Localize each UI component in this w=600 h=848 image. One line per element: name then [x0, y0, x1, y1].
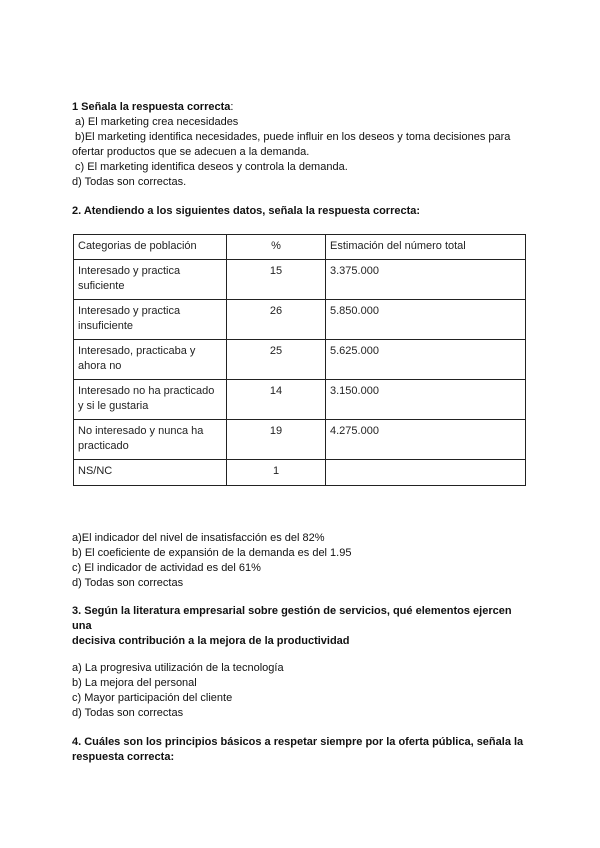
cell-percent: 14 — [227, 380, 326, 420]
header-category: Categorias de población — [74, 235, 227, 260]
q2-option-a: a)El indicador del nivel de insatisfacción es del 82% — [72, 532, 325, 544]
table-row — [74, 460, 526, 486]
q1-option-a: a) El marketing crea necesidades — [72, 116, 239, 128]
q3-option-b: b) La mejora del personal — [72, 677, 197, 689]
q3-option-c: c) Mayor participación del cliente — [72, 692, 233, 704]
q3-title-line: 3. Según la literatura empresarial sobre gestión de servicios, qué elementos ejercen — [72, 605, 512, 617]
cell-category: NS/NC — [74, 460, 227, 486]
cell-category: Interesado, practicaba y ahora no — [74, 340, 227, 380]
table-row — [74, 380, 526, 420]
q1-option-b: b)El marketing identifica necesidades, puede influir en los deseos y toma decisiones para — [72, 131, 511, 143]
table-row — [74, 260, 526, 300]
cell-estimate: 3.375.000 — [326, 260, 526, 300]
q1-title-bold: 1 Señala la respuesta correcta — [72, 101, 231, 113]
q2-title: 2. Atendiendo a los siguientes datos, señala la respuesta correcta: — [72, 205, 421, 217]
q2-option-d: d) Todas son correctas — [72, 577, 184, 589]
cell-percent: 1 — [227, 460, 326, 486]
header-estimate: Estimación del número total — [326, 235, 526, 260]
cell-category: Interesado y practica insuficiente — [74, 300, 227, 340]
table-row — [74, 300, 526, 340]
cell-category: Interesado y practica suficiente — [74, 260, 227, 300]
q3-title-line: decisiva contribución a la mejora de la productividad — [72, 635, 350, 647]
q1-title-colon: : — [230, 101, 234, 113]
q1-option-d: d) Todas son correctas. — [72, 176, 187, 188]
q3-title-line: una — [72, 620, 92, 632]
q1-option-c: c) El marketing identifica deseos y controla la demanda. — [72, 161, 348, 173]
cell-estimate: 5.850.000 — [326, 300, 526, 340]
cell-category: No interesado y nunca ha practicado — [74, 420, 227, 460]
cell-estimate: 5.625.000 — [326, 340, 526, 380]
table-row — [74, 340, 526, 380]
cell-percent: 26 — [227, 300, 326, 340]
cell-percent: 25 — [227, 340, 326, 380]
q4-title-line: 4. Cuáles son los principios básicos a respetar siempre por la oferta pública, señala la — [72, 736, 524, 748]
q4-title-line: respuesta correcta: — [72, 751, 175, 763]
q1-title — [72, 100, 233, 115]
q3-option-a: a) La progresiva utilización de la tecnología — [72, 662, 284, 674]
cell-estimate: 4.275.000 — [326, 420, 526, 460]
cell-estimate — [326, 460, 526, 486]
cell-percent: 19 — [227, 420, 326, 460]
table-row — [74, 420, 526, 460]
table-header-row — [74, 235, 526, 260]
cell-percent: 15 — [227, 260, 326, 300]
q2-option-c: c) El indicador de actividad es del 61% — [72, 562, 261, 574]
header-percent: % — [227, 235, 326, 260]
cell-estimate: 3.150.000 — [326, 380, 526, 420]
population-table — [73, 234, 526, 486]
cell-category: Interesado no ha practicado y si le gustaria — [74, 380, 227, 420]
q2-option-b: b) El coeficiente de expansión de la demanda es del 1.95 — [72, 547, 352, 559]
q1-option-b-cont: ofertar productos que se adecuen a la demanda. — [72, 146, 310, 158]
q3-option-d: d) Todas son correctas — [72, 707, 184, 719]
